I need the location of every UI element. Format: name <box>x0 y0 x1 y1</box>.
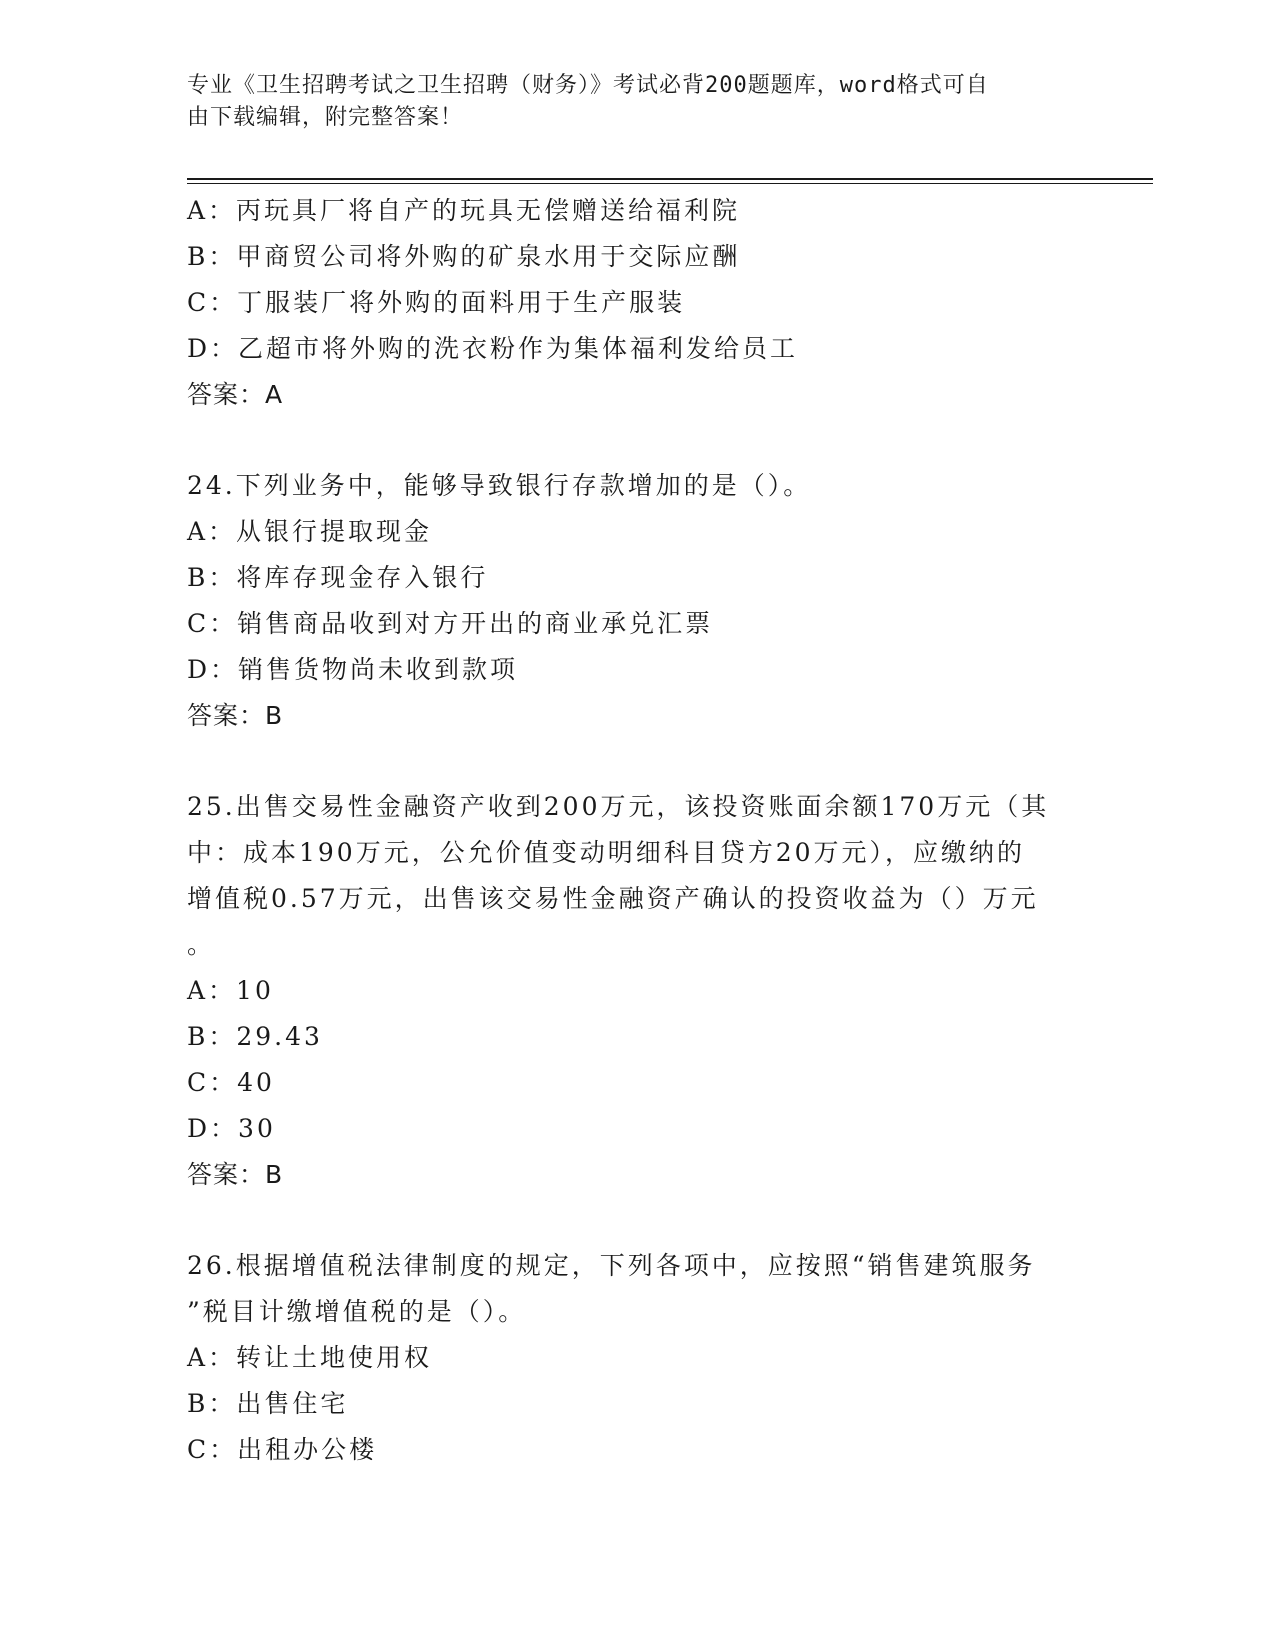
option-c: C：丁服装厂将外购的面料用于生产服装 <box>187 288 686 317</box>
document-body <box>187 188 1067 1473</box>
question-text-line-2: ”税目计缴增值税的是（）。 <box>187 1297 527 1326</box>
option-d: D：销售货物尚未收到款项 <box>187 655 519 684</box>
spacer <box>187 739 1067 784</box>
header-divider-thick <box>187 178 1153 180</box>
header-line-2: 由下载编辑，附完整答案！ <box>187 105 464 130</box>
question-25 <box>187 784 1067 1198</box>
option-b: B：将库存现金存入银行 <box>187 563 489 592</box>
option-d: D：乙超市将外购的洗衣粉作为集体福利发给员工 <box>187 334 799 363</box>
option-b: B：29.43 <box>187 1022 323 1051</box>
question-text-line-4: 。 <box>187 930 216 959</box>
option-d: D：30 <box>187 1114 276 1143</box>
spacer <box>187 1198 1067 1243</box>
answer: 答案：A <box>187 380 284 409</box>
question-text-line-1: 26.根据增值税法律制度的规定，下列各项中，应按照“销售建筑服务 <box>187 1251 1036 1280</box>
spacer <box>187 418 1067 463</box>
question-text-line-1: 25.出售交易性金融资产收到200万元，该投资账面余额170万元（其 <box>187 792 1050 821</box>
option-c: C：销售商品收到对方开出的商业承兑汇票 <box>187 609 714 638</box>
question-text-line-3: 增值税0.57万元，出售该交易性金融资产确认的投资收益为（）万元 <box>187 884 1039 913</box>
header-divider-thin <box>187 183 1153 184</box>
question-23 <box>187 188 1067 418</box>
question-text: 24.下列业务中，能够导致银行存款增加的是（）。 <box>187 471 812 500</box>
option-c: C：出租办公楼 <box>187 1435 378 1464</box>
answer: 答案：B <box>187 701 284 730</box>
question-text-line-2: 中：成本190万元，公允价值变动明细科目贷方20万元），应缴纳的 <box>187 838 1026 867</box>
document-header <box>187 70 1087 134</box>
question-26 <box>187 1243 1067 1473</box>
option-a: A：从银行提取现金 <box>187 517 433 546</box>
option-b: B：甲商贸公司将外购的矿泉水用于交际应酬 <box>187 242 741 271</box>
option-c: C：40 <box>187 1068 275 1097</box>
question-24 <box>187 463 1067 739</box>
option-a: A：转让土地使用权 <box>187 1343 433 1372</box>
option-a: A：丙玩具厂将自产的玩具无偿赠送给福利院 <box>187 196 741 225</box>
option-a: A：10 <box>187 976 274 1005</box>
header-line-1: 专业《卫生招聘考试之卫生招聘（财务）》考试必背200题题库，word格式可自 <box>187 73 989 98</box>
option-b: B：出售住宅 <box>187 1389 349 1418</box>
answer: 答案：B <box>187 1160 284 1189</box>
